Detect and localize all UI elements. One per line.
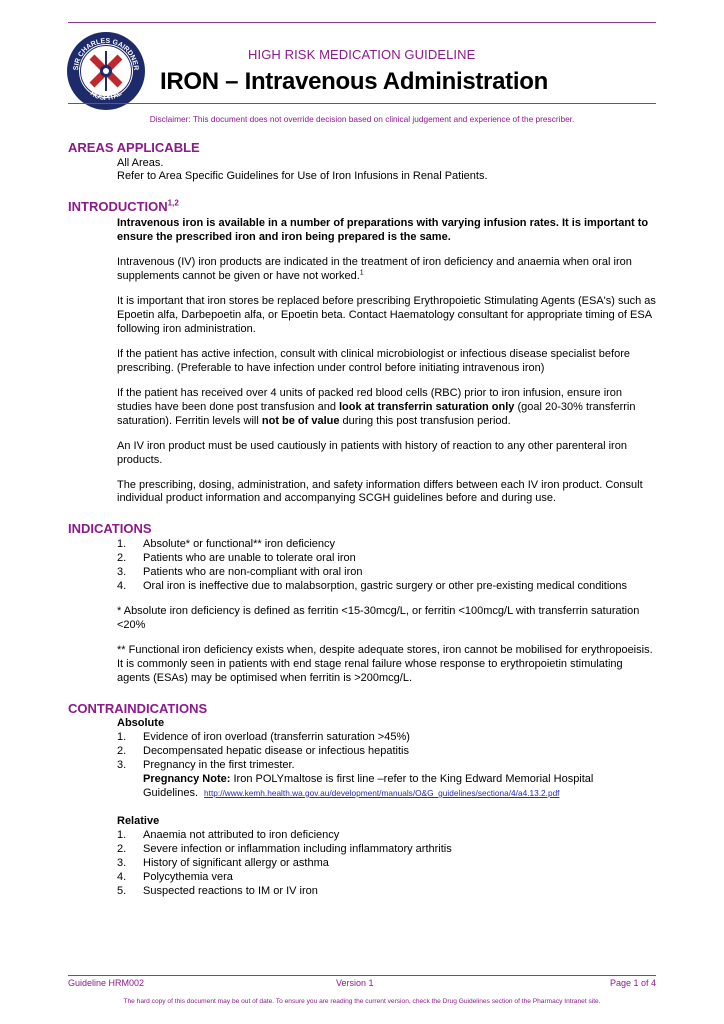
relative-list xyxy=(117,829,658,899)
intro-p6: An IV iron product must be used cautiously in patients with history of reaction to any other parenteral iron products. xyxy=(117,439,627,466)
footer-page-number: Page 1 of 4 xyxy=(609,978,656,988)
areas-line-1: All Areas. xyxy=(117,156,164,169)
list-number: 1. xyxy=(117,731,127,744)
intro-p5-c: (goal 20-30% transferrin saturation). Ferritin levels will xyxy=(117,400,636,427)
list-item xyxy=(117,745,658,759)
indications-note-absolute: * Absolute iron deficiency is defined as ferritin <15-30mcg/L, or ferritin <100mcg/L with transferrin saturation <20% xyxy=(117,604,640,631)
intro-p5-d: not be of value xyxy=(261,414,340,427)
intro-p2-ref: 1 xyxy=(359,269,364,277)
list-number: 2. xyxy=(117,551,127,564)
list-item xyxy=(117,731,658,745)
list-item xyxy=(117,566,658,580)
intro-heading-text: INTRODUCTION xyxy=(68,199,168,215)
list-text: Decompensated hepatic disease or infectious hepatitis xyxy=(143,745,409,758)
intro-p4: If the patient has active infection, consult with clinical microbiologist or infectious disease specialist before prescribing. (Preferable to have infection under control before initiating intravenous iron) xyxy=(117,347,630,374)
footer-guideline-id: Guideline HRM002 xyxy=(68,978,145,988)
list-item xyxy=(117,857,658,871)
list-text: History of significant allergy or asthma xyxy=(143,856,329,869)
list-item xyxy=(117,759,658,773)
intro-p5-a: If the patient has received over 4 units of packed red blood cells (RBC) prior to iron infusion, ensure iron studies have been done post transfusion and xyxy=(117,386,623,413)
list-text: Patients who are unable to tolerate oral iron xyxy=(143,551,356,564)
list-number: 1. xyxy=(117,537,127,550)
list-number: 3. xyxy=(117,856,127,869)
footer-rule xyxy=(68,975,656,976)
relative-subheading: Relative xyxy=(117,814,160,827)
list-number: 4. xyxy=(117,579,127,592)
logo-text-top: SIR CHARLES GAIRDNER xyxy=(72,37,140,71)
list-item xyxy=(117,871,658,885)
indications-heading: INDICATIONS xyxy=(68,521,152,537)
pregnancy-note xyxy=(143,773,658,801)
absolute-subheading: Absolute xyxy=(117,717,165,730)
header-rule xyxy=(68,103,656,104)
intro-p2 xyxy=(117,256,658,284)
list-item xyxy=(117,538,658,552)
list-text: Pregnancy in the first trimester. xyxy=(143,759,295,772)
list-text: Polycythemia vera xyxy=(143,870,233,883)
indications-note-functional: ** Functional iron deficiency exists when, despite adequate stores, iron cannot be mobilised for erythropoeisis. It is commonly seen in patients with end stage renal failure whose response to erythropoietin stimulating agents (ESAs) may be optimised when ferritin is >200mcg/L. xyxy=(117,643,653,684)
list-number: 3. xyxy=(117,565,127,578)
list-number: 3. xyxy=(117,759,127,772)
list-text: Severe infection or inflammation including inflammatory arthritis xyxy=(143,842,452,855)
logo-text-bottom: HOSPITAL xyxy=(88,90,124,103)
list-item xyxy=(117,580,658,594)
list-item xyxy=(117,885,658,899)
top-rule xyxy=(68,22,656,23)
intro-p5 xyxy=(117,387,658,429)
header-subtitle: HIGH RISK MEDICATION GUIDELINE xyxy=(248,47,476,62)
intro-p5-b: look at transferrin saturation only xyxy=(339,400,515,413)
intro-p3: It is important that iron stores be replaced before prescribing Erythropoietic Stimulating Agents (ESA's) such as Epoetin alfa, Darbepoetin alfa, or Epoetin beta. Contact Haematology consultant for appropriate timing of ESA following iron administration. xyxy=(117,294,656,335)
absolute-list xyxy=(117,731,658,773)
list-number: 4. xyxy=(117,870,127,883)
list-text: Evidence of iron overload (transferrin saturation >45%) xyxy=(143,731,410,744)
intro-heading xyxy=(68,199,658,216)
list-item xyxy=(117,843,658,857)
areas-line-2: Refer to Area Specific Guidelines for Use of Iron Infusions in Renal Patients. xyxy=(117,170,488,183)
areas-heading: AREAS APPLICABLE xyxy=(68,140,200,155)
intro-p5-e: during this post transfusion period. xyxy=(339,414,511,427)
intro-p1: Intravenous iron is available in a number of preparations with varying infusion rates. It is important to ensure the prescribed iron and iron being prepared is the same. xyxy=(117,216,649,243)
kemh-guideline-link[interactable]: http://www.kemh.health.wa.gov.au/development/manuals/O&G_guidelines/sectiona/4/a4.13.2.pdf xyxy=(204,788,560,798)
intro-heading-ref: 1,2 xyxy=(167,199,179,209)
list-text: Absolute* or functional** iron deficiency xyxy=(143,537,336,550)
list-text: Anaemia not attributed to iron deficiency xyxy=(143,828,340,841)
hospital-logo xyxy=(66,31,146,111)
disclaimer: Disclaimer: This document does not override decision based on clinical judgement and experience of the prescriber. xyxy=(149,114,575,124)
list-number: 5. xyxy=(117,884,127,897)
list-number: 2. xyxy=(117,842,127,855)
list-item xyxy=(117,829,658,843)
intro-p2-text: Intravenous (IV) iron products are indicated in the treatment of iron deficiency and anaemia when oral iron supplements cannot be given or have not worked. xyxy=(117,255,632,282)
footer-version: Version 1 xyxy=(336,978,374,988)
list-text: Oral iron is ineffective due to malabsorption, gastric surgery or other pre-existing medical conditions xyxy=(143,579,628,592)
list-item xyxy=(117,552,658,566)
pregnancy-note-text: Iron POLYmaltose is first line –refer to the King Edward Memorial Hospital Guidelines. xyxy=(143,773,594,799)
list-text: Suspected reactions to IM or IV iron xyxy=(143,884,318,897)
list-number: 2. xyxy=(117,745,127,758)
footer-note: The hard copy of this document may be out of date. To ensure you are reading the current version, check the Drug Guidelines section of the Pharmacy Intranet site. xyxy=(123,998,601,1005)
indications-list xyxy=(117,538,658,594)
list-number: 1. xyxy=(117,828,127,841)
contraindications-heading: CONTRAINDICATIONS xyxy=(68,700,208,716)
list-text: Patients who are non-compliant with oral iron xyxy=(143,565,363,578)
intro-p7: The prescribing, dosing, administration, and safety information differs between each IV iron product. Consult individual product information and accompanying SCGH guidelines before and during use. xyxy=(117,478,643,505)
pregnancy-note-label: Pregnancy Note: xyxy=(143,773,231,786)
page-title: IRON – Intravenous Administration xyxy=(160,68,548,95)
document-body xyxy=(68,140,658,899)
